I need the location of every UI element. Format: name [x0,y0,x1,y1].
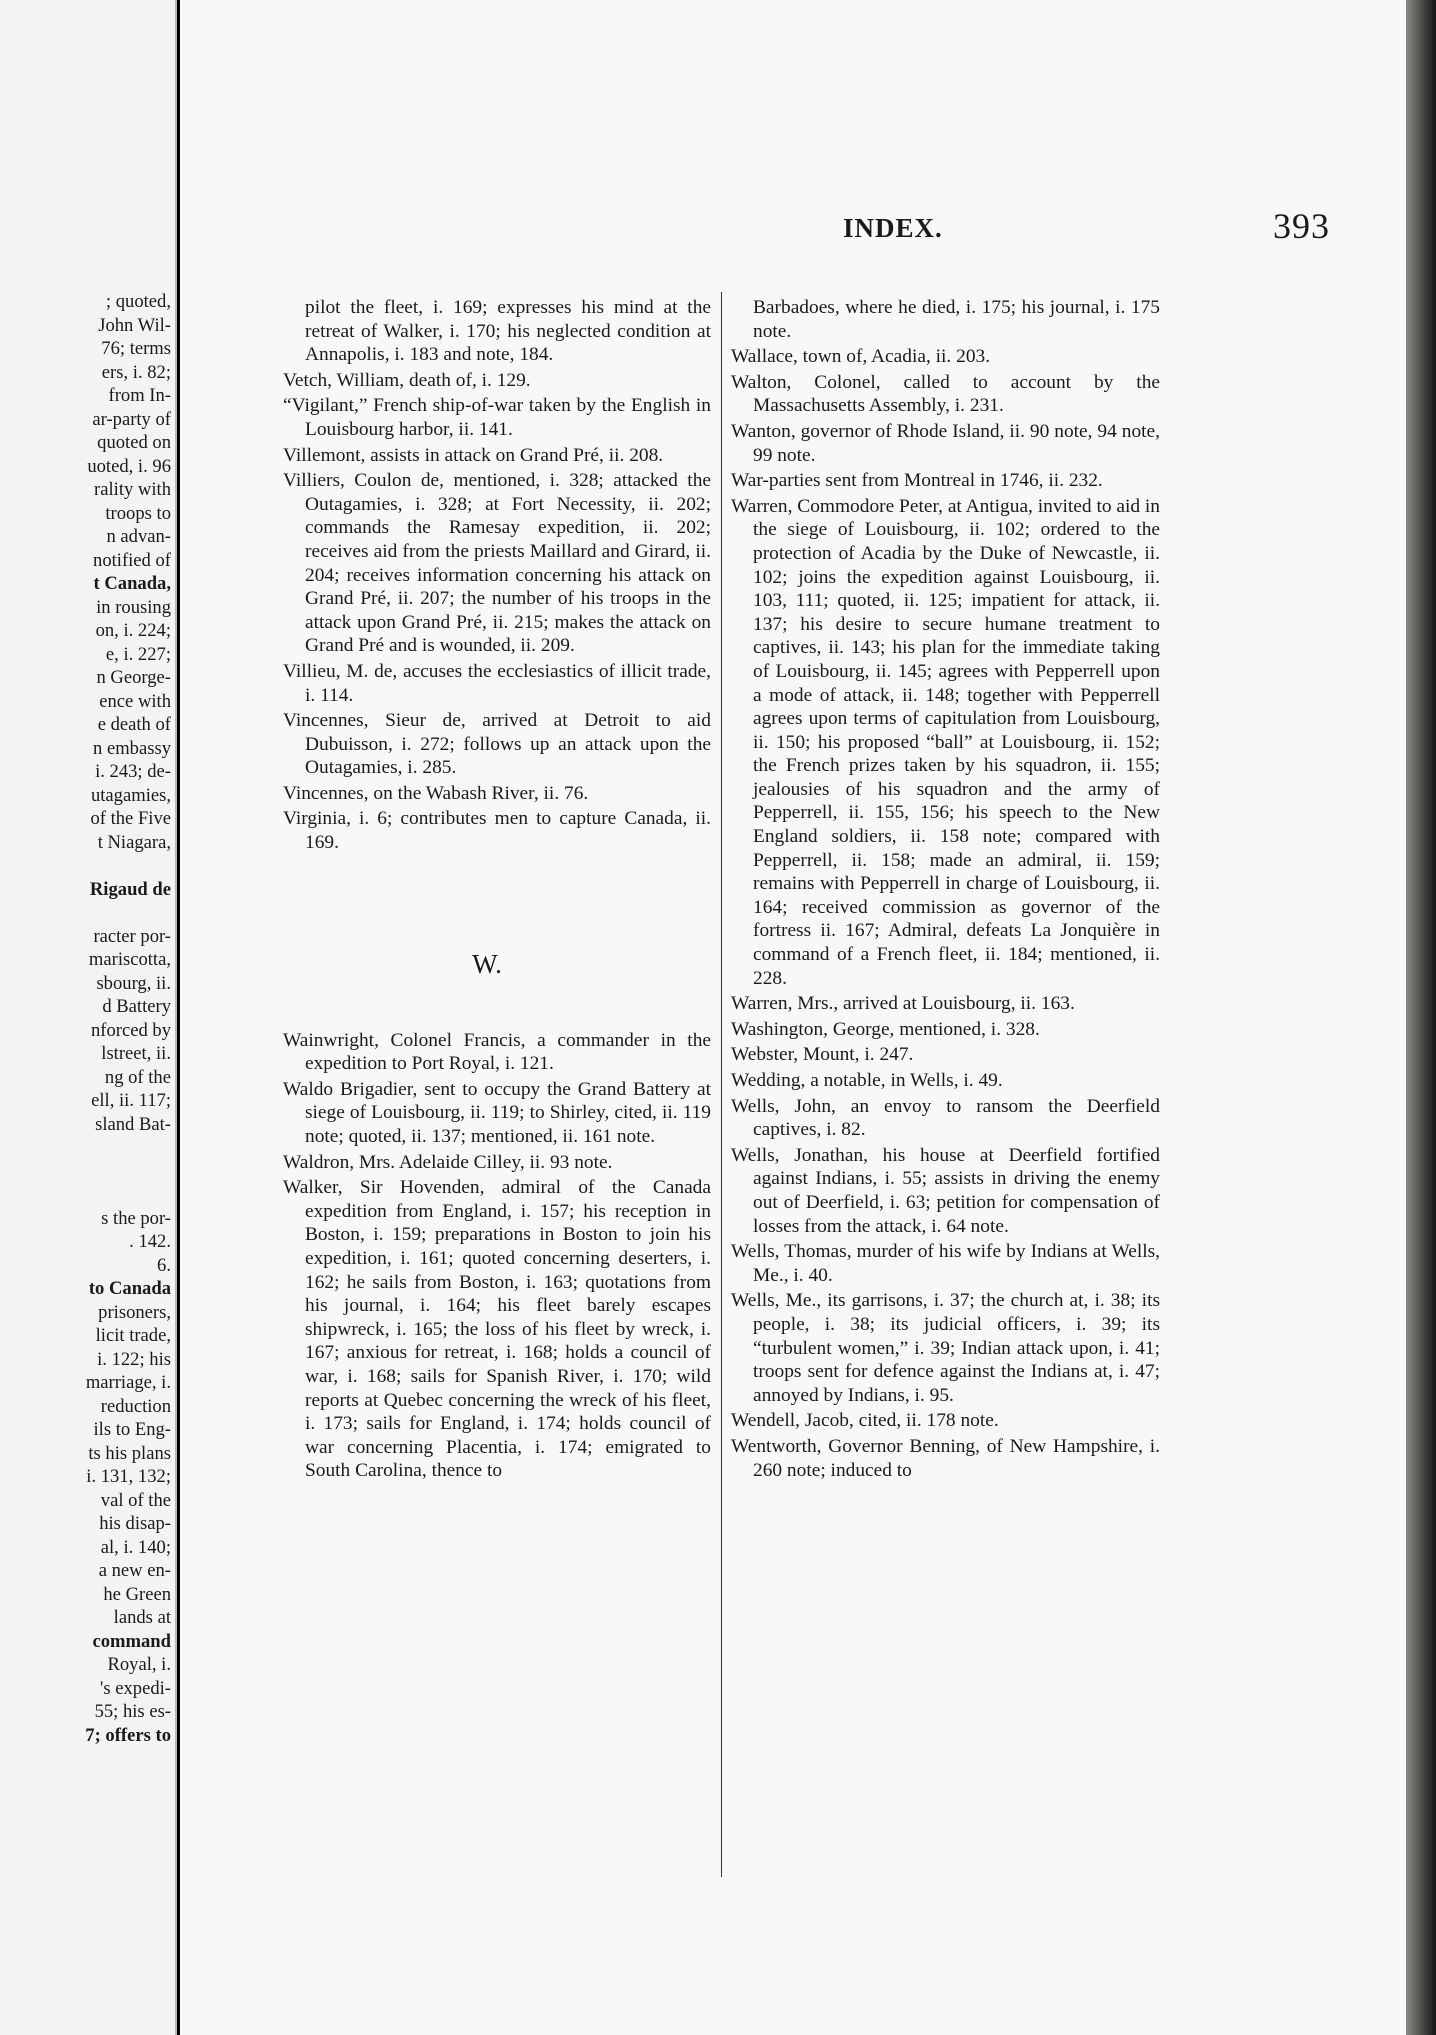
index-entry: Villiers, Coulon de, mentioned, i. 328; attacked the Outagamies, i. 328; at Fort Necessity, ii. 202; commands the Ramesay expedition, ii. 202; receives aid from the priests Maillard and Girard, ii. 204; receives information concerning his attack on Grand Pré, ii. 207; the number of his troops in the attack upon Grand Pré, ii. 215; makes the attack on Grand Pré and is wounded, ii. 209. [283,470,711,657]
gutter-line: in rousing [96,596,171,618]
index-entry-continuation: Barbadoes, where he died, i. 175; his journal, i. 175 note. [753,297,1160,342]
gutter-line: nforced by [90,1019,171,1041]
gutter-line: his disap- [99,1513,171,1534]
gutter-line: he Green [103,1583,171,1605]
index-entry: Waldron, Mrs. Adelaide Cilley, ii. 93 note. [283,1151,613,1173]
gutter-line: i. 243; de- [95,761,171,782]
gutter-line: racter por- [93,925,171,947]
gutter-line: 7; offers to [85,1724,171,1746]
gutter-line: t Niagara, [97,831,171,853]
previous-page-text [1,290,171,1747]
index-entry: Wanton, governor of Rhode Island, ii. 90 note, 94 note, 99 note. [731,420,1160,466]
index-entry: Vetch, William, death of, i. 129. [283,369,531,391]
gutter-line: Royal, i. [107,1654,171,1675]
page-title: INDEX. [843,213,943,243]
gutter-line: e, i. 227; [105,643,171,665]
gutter-line: troops to [105,502,171,524]
gutter-line: 55; his es- [94,1701,171,1722]
gutter-line: John Wil- [98,314,171,336]
gutter-line: al, i. 140; [100,1536,171,1558]
gutter-line: quoted on [97,432,171,453]
gutter-line: n embassy [93,737,171,759]
index-entry: Wedding, a notable, in Wells, i. 49. [731,1070,1003,1091]
section-letter: W. [472,948,502,979]
gutter-line: ar-party of [92,408,171,430]
index-entry: Webster, Mount, i. 247. [731,1044,914,1066]
entries-w-continued [731,296,1160,1482]
gutter-line: t Canada, [93,573,171,594]
index-entry: Wallace, town of, Acadia, ii. 203. [731,346,991,368]
index-entry: Walker, Sir Hovenden, admiral of the Canada expedition from England, i. 157; his reception in Boston, i. 159; preparations in Boston to join his expedition, i. 161; quoted concerning deserters, i. 162; he sails from Boston, i. 163; quotations from his journal, i. 164; his fleet barely escapes shipwreck, i. 165; the loss of his fleet by wreck, i. 167; anxious for retreat, i. 168; holds a council of war, i. 168; sails for Spanish River, i. 170; wild reports at Quebec concerning the wreck of his fleet, i. 173; sails for England, i. 174; holds council of war concerning Placentia, i. 174; emigrated to South Carolina, thence to [283,1177,711,1482]
gutter-line: . 142. [129,1231,171,1252]
gutter-line: n advan- [106,526,171,547]
index-entry: Waldo Brigadier, sent to occupy the Grand Battery at siege of Louisbourg, ii. 119; to Shirley, cited, ii. 119 note; quoted, ii. 137; mentioned, ii. 161 note. [283,1078,711,1148]
gutter-line: sbourg, ii. [96,972,171,994]
gutter-line: marriage, i. [85,1372,171,1393]
index-entry: Wentworth, Governor Benning, of New Hampshire, i. 260 note; induced to [731,1435,1160,1481]
gutter-line: of the Five [90,808,171,829]
page-shadow [1406,0,1436,2035]
index-entry: Wainwright, Colonel Francis, a commander in the expedition to Port Royal, i. 121. [283,1029,711,1075]
gutter-line: ng of the [104,1066,171,1088]
gutter-line [1,854,171,878]
index-entry: Villieu, M. de, accuses the ecclesiastics of illicit trade, i. 114. [283,660,711,706]
gutter-line: i. 131, 132; [86,1466,171,1487]
gutter-line: i. 122; his [97,1348,171,1370]
index-entry: Villemont, assists in attack on Grand Pré, ii. 208. [283,444,664,466]
gutter-line: lstreet, ii. [101,1043,171,1064]
index-entry: Virginia, i. 6; contributes men to capture Canada, ii. 169. [283,808,711,854]
gutter-line: licit trade, [95,1325,171,1346]
gutter-line: utagamies, [90,784,171,806]
gutter-line: 's expedi- [100,1677,171,1699]
page-number: 393 [1273,206,1330,246]
index-column-right [731,296,1160,1484]
gutter-line [1,1183,171,1207]
entries-v [283,296,711,855]
column-divider [721,292,722,1877]
gutter-line: mariscotta, [88,949,171,970]
gutter-line [1,901,171,925]
index-column-left [283,296,711,1485]
gutter-line: to Canada [88,1278,171,1299]
gutter-line: prisoners, [98,1301,171,1323]
gutter-line: 76; terms [101,338,171,359]
gutter-line: 6. [157,1254,171,1276]
gutter-line: from In- [108,385,171,406]
gutter-line: command [92,1630,171,1652]
entries-w [283,1029,711,1483]
index-entry: Vincennes, Sieur de, arrived at Detroit to aid Dubuisson, i. 272; follows up an attack upon the Outagamies, i. 285. [283,710,711,779]
running-head [660,205,1340,250]
index-entry: Wells, Thomas, murder of his wife by Indians at Wells, Me., i. 40. [731,1241,1160,1286]
gutter-line: ils to Eng- [93,1419,171,1440]
gutter-line: ell, ii. 117; [91,1090,171,1111]
gutter-line: d Battery [102,996,171,1017]
gutter-line: rality with [94,479,171,500]
index-entry: Wells, John, an envoy to ransom the Deerfield captives, i. 82. [731,1095,1160,1141]
index-entry: Walton, Colonel, called to account by the Massachusetts Assembly, i. 231. [731,371,1160,417]
gutter-line: s the por- [101,1207,171,1229]
gutter-line: ence with [99,690,171,712]
index-entry: Warren, Commodore Peter, at Antigua, invited to aid in the siege of Louisbourg, ii. 102; ordered to the protection of Acadia by the Duke of Newcastle, ii. 102; joins the expedition against Louisbourg, ii. 103, 111; quoted, ii. 125; impatient for attack, ii. 137; his desire to secure humane treatment to captives, ii. 143; his plan for the immediate taking of Louisbourg, ii. 145; agrees with Pepperrell upon a mode of attack, ii. 148; together with Pepperrell agrees upon terms of capitulation from Louisbourg, ii. 150; his proposed “ball” at Louisbourg, ii. 152; the French prizes taken by his squadron, ii. 155; jealousies of his squadron and the army of Pepperrell, ii. 155, 156; his speech to the New England soldiers, ii. 158 note; compared with Pepperrell, ii. 158; made an admiral, ii. 159; remains with Pepperrell in charge of Louisbourg, ii. 164; received commission as governor of the fortress ii. 167; Admiral, defeats La Jonquière in command of a French fleet, ii. 184; mentioned, ii. 228. [731,495,1161,989]
index-entry: Washington, George, mentioned, i. 328. [731,1018,1040,1040]
gutter-line: reduction [100,1395,171,1417]
gutter-line: ers, i. 82; [101,361,171,383]
gutter-line: val of the [100,1489,171,1511]
index-entry: “Vigilant,” French ship-of-war taken by the English in Louisbourg harbor, ii. 141. [283,395,711,440]
gutter-line: ; quoted, [105,291,171,312]
gutter-line [1,1136,171,1160]
gutter-line: notified of [93,549,171,571]
gutter-line: n George- [96,667,171,688]
index-entry: Warren, Mrs., arrived at Louisbourg, ii. 163. [731,993,1075,1015]
index-entry: Wells, Jonathan, his house at Deerfield fortified against Indians, i. 55; assists in driving the enemy out of Deerfield, i. 63; petition for compensation of losses from the attack, i. 64 note. [731,1144,1160,1237]
gutter-line: a new en- [98,1560,171,1581]
index-entry-continuation: pilot the fleet, i. 169; expresses his mind at the retreat of Walker, i. 170; his neglected condition at Annapolis, i. 183 and note, 184. [305,297,711,366]
gutter-line: uoted, i. 96 [87,455,171,477]
index-entry: Wendell, Jacob, cited, ii. 178 note. [731,1410,999,1432]
gutter-line: ts his plans [88,1442,171,1464]
gutter-line: sland Bat- [95,1113,171,1135]
index-entry: Wells, Me., its garrisons, i. 37; the church at, i. 38; its people, i. 38; its judicial officers, i. 39; its “turbulent women,” i. 39; Indian attack upon, i. 41; troops sent for defence against the Indians at, i. 47; annoyed by Indians, i. 95. [731,1290,1160,1406]
gutter-line: Rigaud de [89,878,171,900]
previous-page-edge [0,0,177,2035]
index-entry: Vincennes, on the Wabash River, ii. 76. [283,782,589,804]
gutter-line: lands at [113,1607,171,1628]
gutter-line: e death of [97,714,171,735]
gutter-line [1,1160,171,1184]
index-page [180,0,1410,2035]
index-entry: War-parties sent from Montreal in 1746, ii. 232. [731,470,1103,492]
gutter-line: on, i. 224; [95,620,171,641]
